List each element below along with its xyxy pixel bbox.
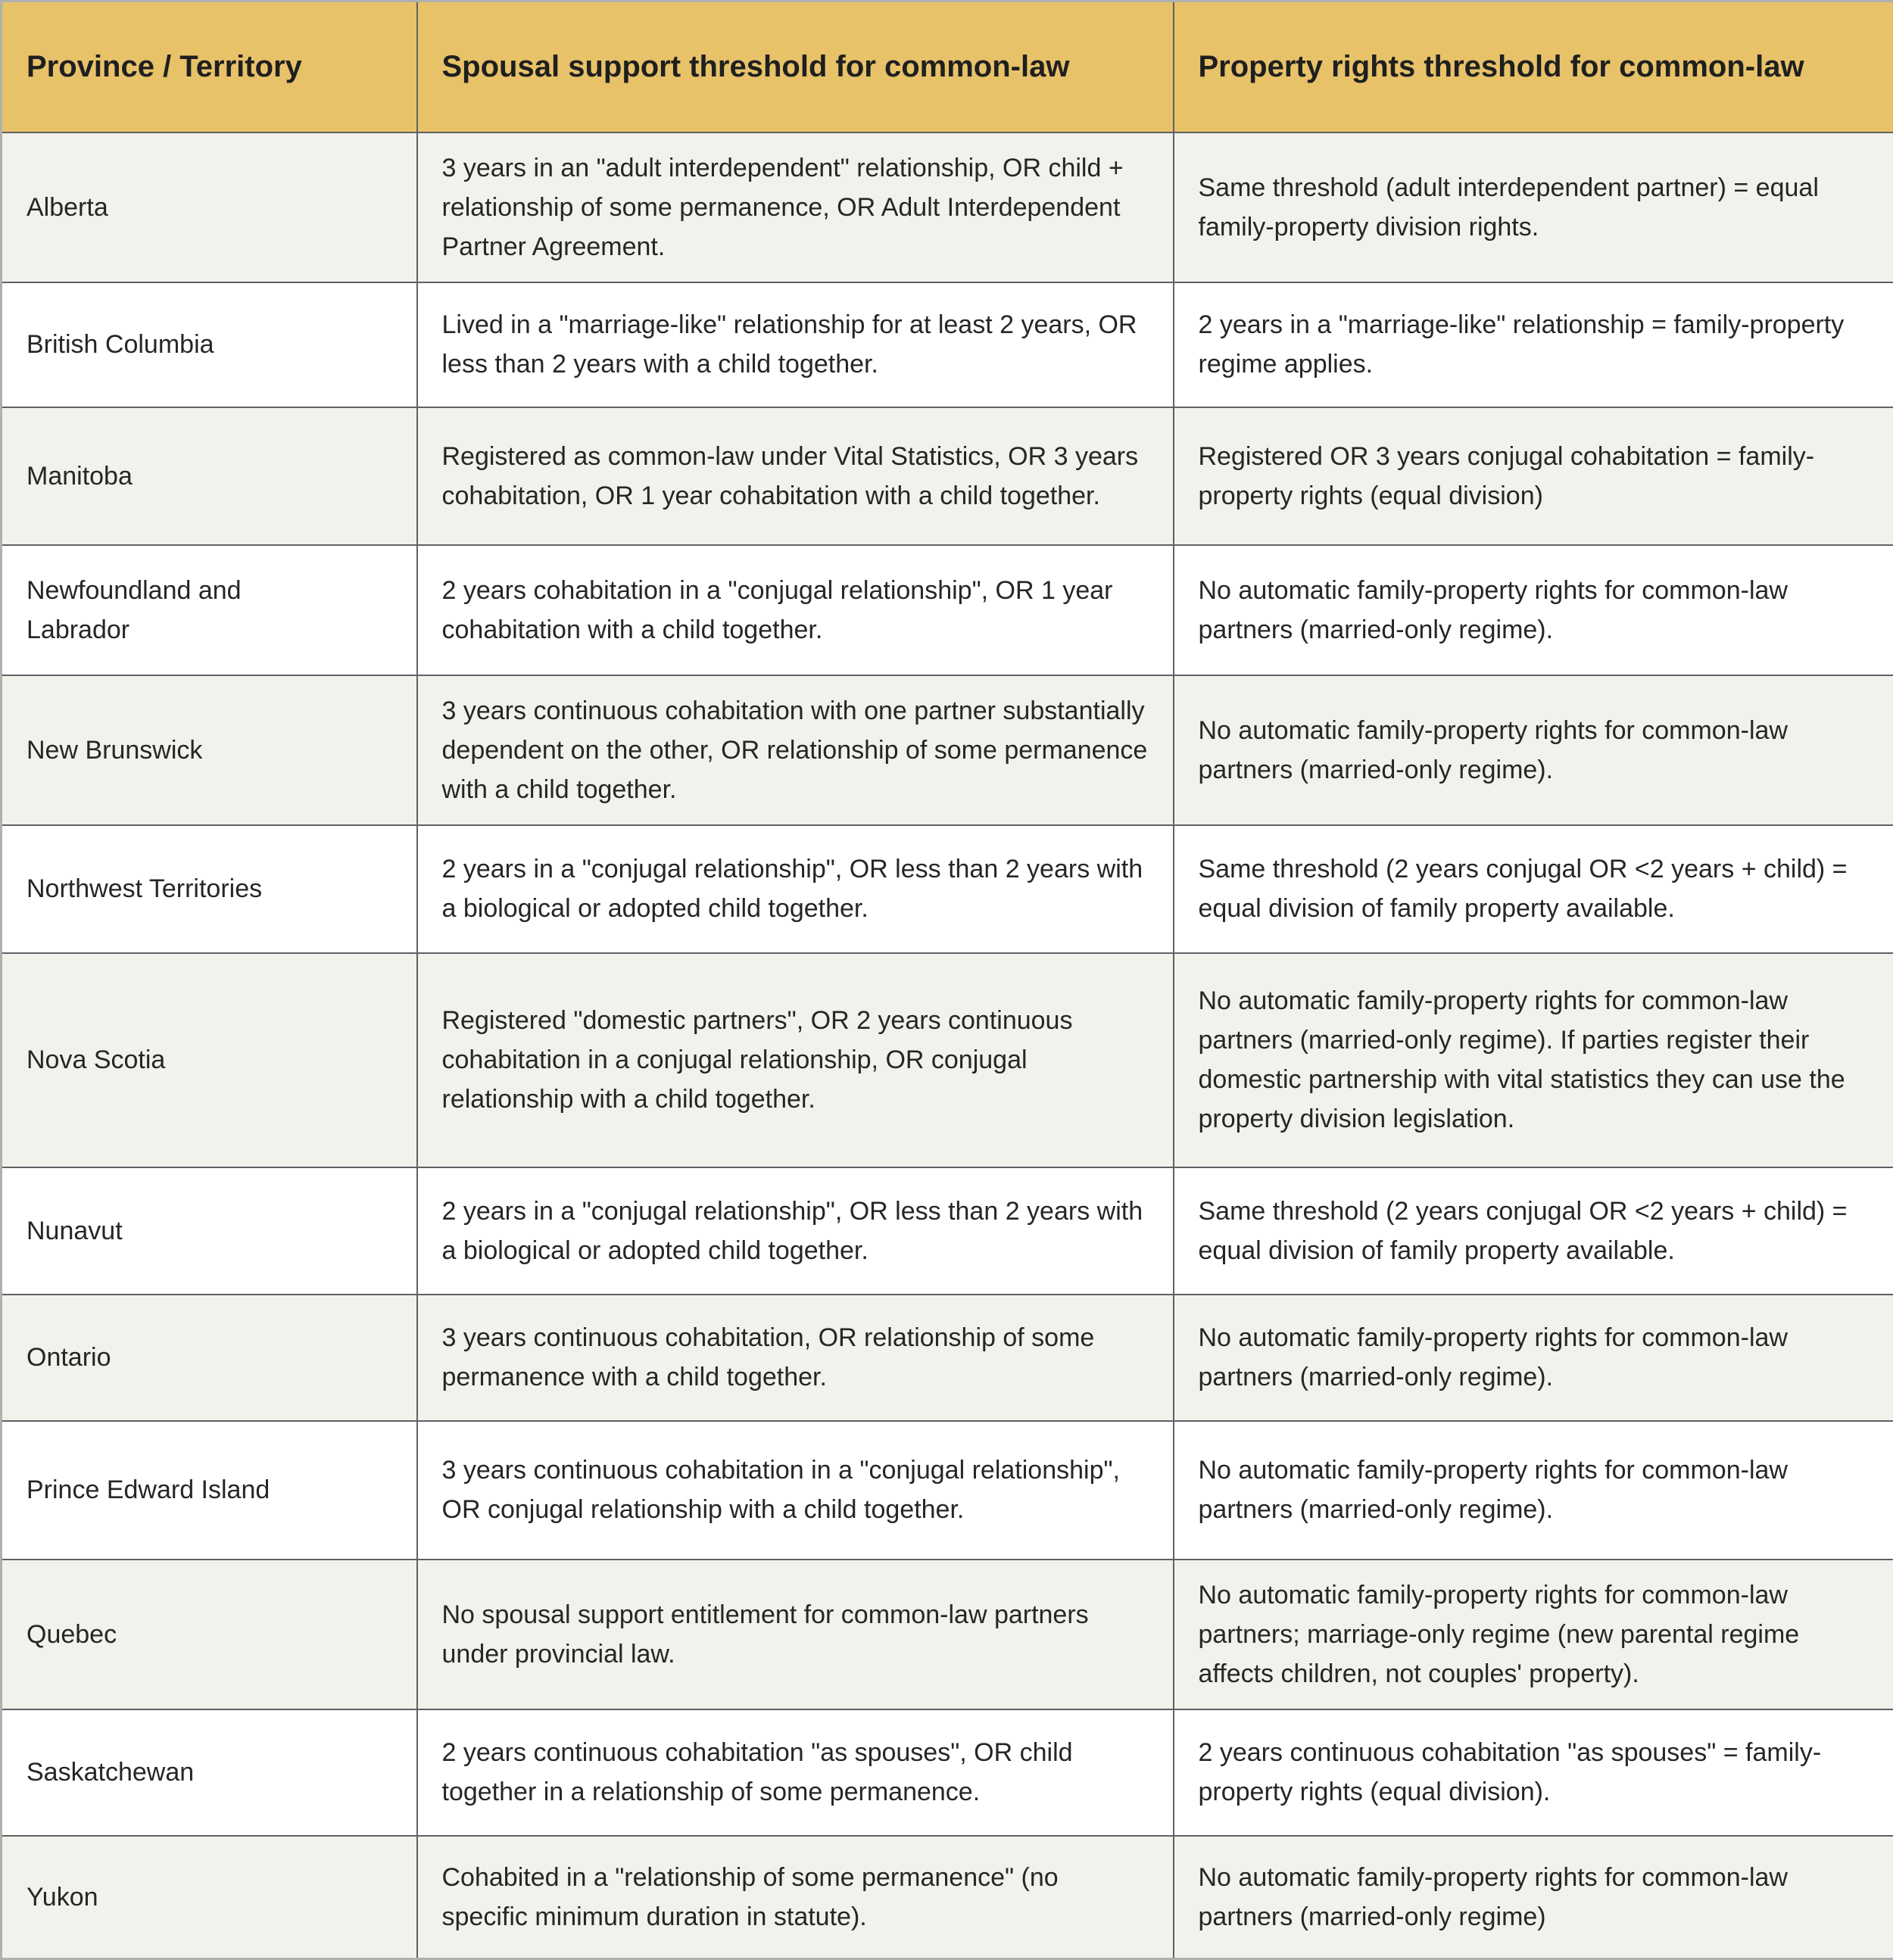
- spousal-threshold-cell: 3 years in an "adult interdependent" relationship, OR child + relationship of some permanence, OR Adult Interdependent Partner Agreement.: [417, 132, 1174, 282]
- column-header-spousal-support: Spousal support threshold for common-law: [417, 2, 1174, 132]
- province-name: Northwest Territories: [27, 869, 328, 908]
- province-name: Ontario: [27, 1338, 328, 1377]
- spousal-threshold-cell: No spousal support entitlement for common-law partners under provincial law.: [417, 1560, 1174, 1709]
- spousal-threshold-cell: 2 years continuous cohabitation "as spouses", OR child together in a relationship of some permanence.: [417, 1709, 1174, 1836]
- table-row-new-brunswick: [2, 675, 1893, 825]
- province-cell: [2, 1295, 417, 1421]
- province-name: Yukon: [27, 1877, 328, 1917]
- table-row-quebec: [2, 1560, 1893, 1709]
- province-cell: [2, 953, 417, 1167]
- province-cell: [2, 1167, 417, 1295]
- spousal-threshold-cell: Cohabited in a "relationship of some permanence" (no specific minimum duration in statute).: [417, 1836, 1174, 1959]
- spousal-threshold-cell: Lived in a "marriage-like" relationship for at least 2 years, OR less than 2 years with a child together.: [417, 282, 1174, 407]
- province-name: New Brunswick: [27, 731, 328, 770]
- spousal-threshold-cell: 3 years continuous cohabitation with one partner substantially dependent on the other, OR relationship of some permanence with a child together.: [417, 675, 1174, 825]
- spousal-threshold-cell: 2 years cohabitation in a "conjugal relationship", OR 1 year cohabitation with a child together.: [417, 545, 1174, 675]
- province-cell: [2, 407, 417, 545]
- spousal-threshold-cell: Registered "domestic partners", OR 2 years continuous cohabitation in a conjugal relationship, OR conjugal relationship with a child together.: [417, 953, 1174, 1167]
- table-row-ontario: [2, 1295, 1893, 1421]
- property-threshold-cell: Registered OR 3 years conjugal cohabitation = family-property rights (equal division): [1174, 407, 1893, 545]
- table-row-saskatchewan: [2, 1709, 1893, 1836]
- table-row-prince-edward-island: [2, 1421, 1893, 1560]
- spousal-threshold-cell: 2 years in a "conjugal relationship", OR less than 2 years with a biological or adopted child together.: [417, 825, 1174, 953]
- property-threshold-cell: No automatic family-property rights for common-law partners (married-only regime).: [1174, 675, 1893, 825]
- property-threshold-cell: No automatic family-property rights for common-law partners (married-only regime).: [1174, 545, 1893, 675]
- column-header-property-rights: Property rights threshold for common-law: [1174, 2, 1893, 132]
- province-cell: [2, 132, 417, 282]
- table-row-nunavut: [2, 1167, 1893, 1295]
- province-cell: [2, 1709, 417, 1836]
- province-name: Nunavut: [27, 1211, 328, 1251]
- table-row-northwest-territories: [2, 825, 1893, 953]
- property-threshold-cell: 2 years in a "marriage-like" relationship = family-property regime applies.: [1174, 282, 1893, 407]
- property-threshold-cell: No automatic family-property rights for common-law partners (married-only regime).: [1174, 1295, 1893, 1421]
- province-name: Nova Scotia: [27, 1040, 328, 1080]
- property-threshold-cell: No automatic family-property rights for common-law partners (married-only regime): [1174, 1836, 1893, 1959]
- spousal-threshold-cell: 3 years continuous cohabitation in a "conjugal relationship", OR conjugal relationship with a child together.: [417, 1421, 1174, 1560]
- province-name: Newfoundland and Labrador: [27, 571, 328, 650]
- province-cell: [2, 1560, 417, 1709]
- province-cell: [2, 675, 417, 825]
- column-header-province: Province / Territory: [2, 2, 417, 132]
- province-cell: [2, 282, 417, 407]
- table-row-yukon: [2, 1836, 1893, 1959]
- table-row-alberta: [2, 132, 1893, 282]
- province-cell: [2, 1836, 417, 1959]
- table-row-british-columbia: [2, 282, 1893, 407]
- province-name: British Columbia: [27, 325, 328, 364]
- province-name: Prince Edward Island: [27, 1470, 328, 1510]
- property-threshold-cell: No automatic family-property rights for common-law partners (married-only regime).: [1174, 1421, 1893, 1560]
- header-row: [2, 2, 1893, 132]
- province-name: Saskatchewan: [27, 1753, 328, 1792]
- province-cell: [2, 1421, 417, 1560]
- spousal-threshold-cell: 2 years in a "conjugal relationship", OR less than 2 years with a biological or adopted child together.: [417, 1167, 1174, 1295]
- province-name: Alberta: [27, 188, 328, 227]
- table-row-manitoba: [2, 407, 1893, 545]
- table-row-newfoundland-and-labrador: [2, 545, 1893, 675]
- property-threshold-cell: Same threshold (adult interdependent partner) = equal family-property division rights.: [1174, 132, 1893, 282]
- property-threshold-cell: No automatic family-property rights for common-law partners (married-only regime). If parties register their domestic partnership with vital statistics they can use the property division legislation.: [1174, 953, 1893, 1167]
- property-threshold-cell: Same threshold (2 years conjugal OR <2 years + child) = equal division of family property available.: [1174, 1167, 1893, 1295]
- province-name: Quebec: [27, 1615, 328, 1654]
- property-threshold-cell: 2 years continuous cohabitation "as spouses" = family-property rights (equal division).: [1174, 1709, 1893, 1836]
- province-name: Manitoba: [27, 457, 328, 496]
- spousal-threshold-cell: 3 years continuous cohabitation, OR relationship of some permanence with a child together.: [417, 1295, 1174, 1421]
- property-threshold-cell: Same threshold (2 years conjugal OR <2 years + child) = equal division of family property available.: [1174, 825, 1893, 953]
- province-cell: [2, 545, 417, 675]
- spousal-threshold-cell: Registered as common-law under Vital Statistics, OR 3 years cohabitation, OR 1 year cohabitation with a child together.: [417, 407, 1174, 545]
- property-threshold-cell: No automatic family-property rights for common-law partners; marriage-only regime (new parental regime affects children, not couples' property).: [1174, 1560, 1893, 1709]
- province-cell: [2, 825, 417, 953]
- table-row-nova-scotia: [2, 953, 1893, 1167]
